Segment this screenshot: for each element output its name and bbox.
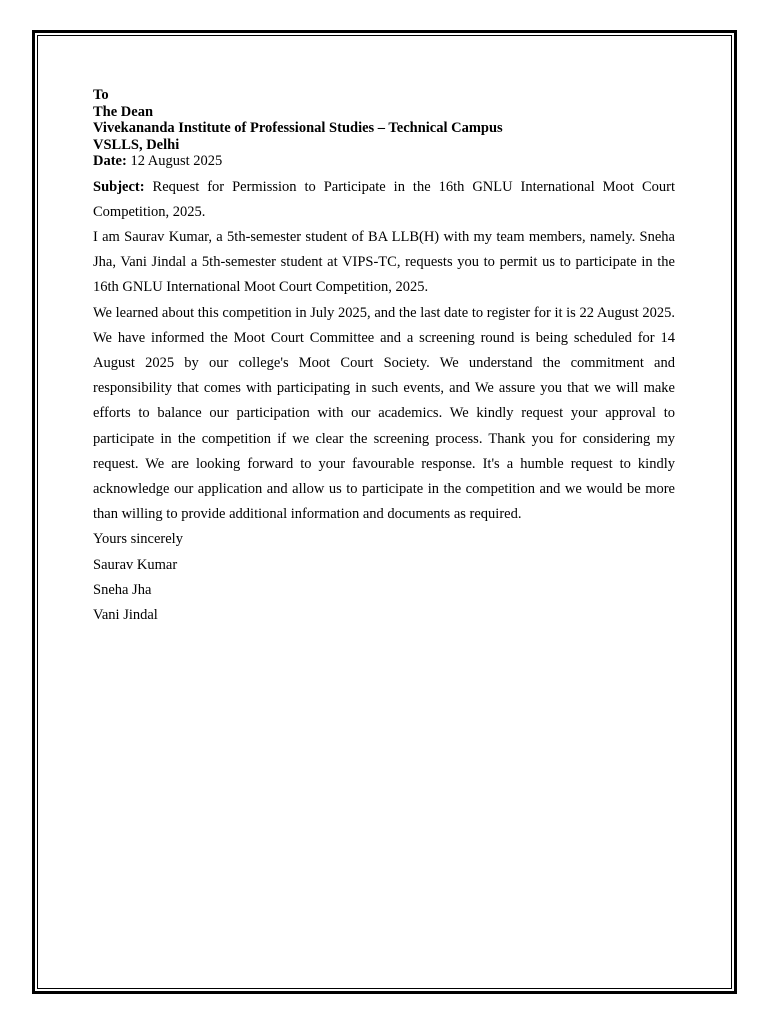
letter-date <box>93 153 675 170</box>
paragraph-details: We learned about this competition in July 2025, and the last date to register for it is 22 August 2025. We have informed the Moot Court Committee and a screening round is being scheduled for 14 August 2025 by our college's Moot Court Society. We understand the commitment and responsibility that comes with participating in such events, and We assure you that we will make efforts to balance our participation with our academics. We kindly request your approval to participate in the competition if we clear the screening process. Thank you for considering my request. We are looking forward to your favourable response. It's a humble request to kindly acknowledge our application and allow us to participate in the competition and we would be more than willing to provide additional information and documents as required. <box>93 304 675 523</box>
signatory-name: Saurav Kumar <box>93 556 178 573</box>
recipient-to: To <box>93 87 109 103</box>
date-label: Date: <box>93 153 127 169</box>
signatory-name: Sneha Jha <box>93 581 152 598</box>
subject-text: Request for Permission to Participate in the 16th GNLU International Moot Court Competition, 2025. <box>93 178 675 220</box>
recipient-institution: Vivekananda Institute of Professional Studies – Technical Campus <box>93 120 503 136</box>
recipient-school: VSLLS, Delhi <box>93 136 180 153</box>
letter-body <box>93 87 675 628</box>
closing-salutation: Yours sincerely <box>93 531 183 548</box>
paragraph-intro: I am Saurav Kumar, a 5th-semester student of BA LLB(H) with my team members, namely. Sneha Jha, Vani Jindal a 5th-semester student at VIPS-TC, requests you to permit us to participate in the 16th GNLU International Moot Court Competition, 2025. <box>93 228 675 296</box>
subject-label: Subject: <box>93 178 145 195</box>
recipient-title: The Dean <box>93 103 154 120</box>
signatory-name: Vani Jindal <box>93 606 158 623</box>
date-value: 12 August 2025 <box>130 153 223 169</box>
letter-subject <box>93 175 675 225</box>
